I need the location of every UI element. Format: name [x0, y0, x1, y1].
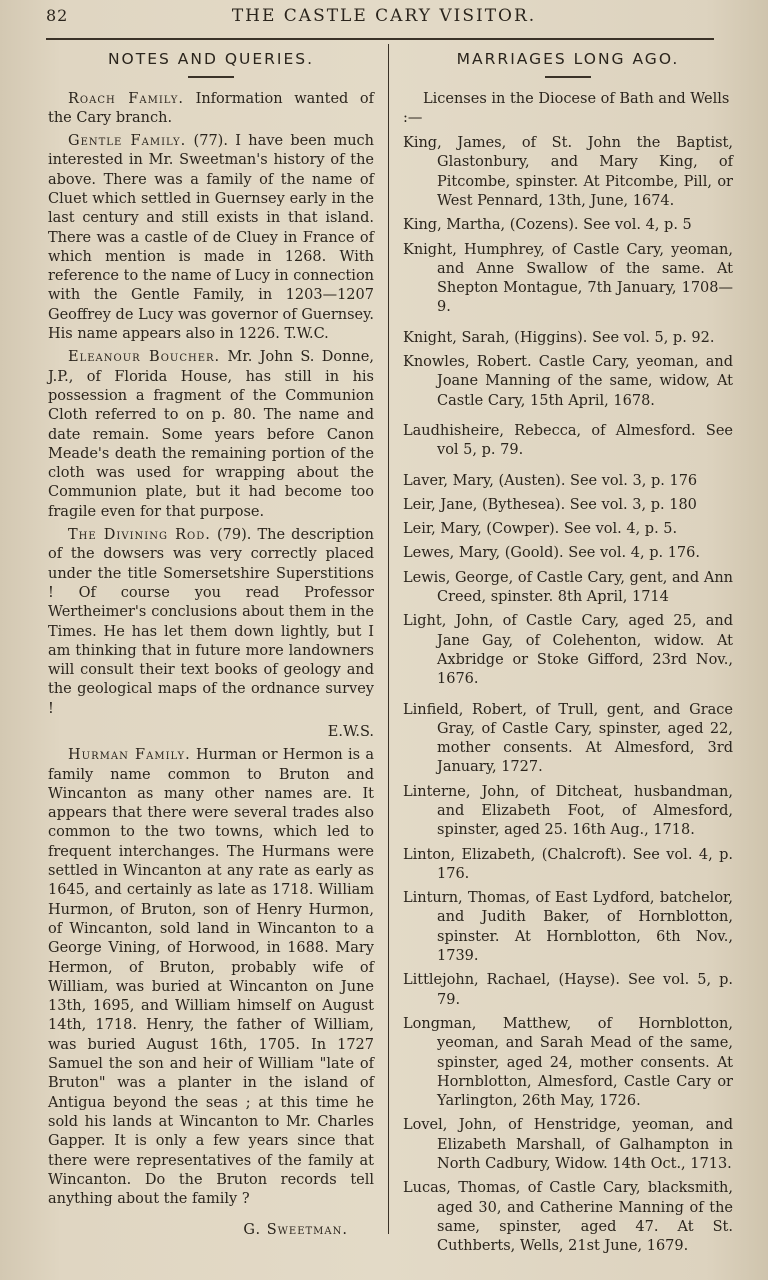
- note-body: (77). I have been much interested in Mr. Sweetman's history of the above. There was a family of the name of Cluet which settled in Guernsey early in the last century and still exists in that island. There was a castle of de Cluey in France of which mention is made in 1268. With reference to the name of Lucy in connection with the Gentle Family, in 1203—1207 Geoffrey de Lucy was governor of Guernsey. His name appears also in 1226. T.W.C.: [48, 133, 375, 343]
- marriage-entry: Longman, Matthew, of Hornblotton, yeoman, and Sarah Mead of the same, spinster, aged 24, mother consents. At Hornblotton, Almesford, Castle Cary or Yarlington, 26th May, 1726.: [403, 1015, 733, 1110]
- marriage-entry: Lewes, Mary, (Goold). See vol. 4, p. 176.: [403, 545, 700, 562]
- note-lead: The Divining Rod.: [68, 527, 211, 544]
- note-body: (79). The description of the dowsers was very correctly placed under the title Somersetshire Superstitions ! Of course you read Professor Wertheimer's conclusions about them in the Times. He has let them down lightly, but I am thinking that in future more landowners will consult their text books of geology and the geological maps of the ordnance survey !: [48, 527, 374, 717]
- marriage-entry: King, James, of St. John the Baptist, Glastonbury, and Mary King, of Pitcombe, spinster. At Pitcombe, Pill, or West Pennard, 13th, June, 1674.: [403, 135, 733, 209]
- notes-title: NOTES AND QUERIES.: [107, 50, 315, 68]
- note-body: Information wanted of the Cary branch.: [48, 90, 374, 126]
- note-body: Hurman or Hermon is a family name common to Bruton and Wincanton as many other names are. It appears that there were several trades also common to the two towns, which led to frequent interchanges. The Hurmans were settled in Wincanton at any rate as early as 1645, and certainly as late as 1718. William Hurmon, of Bruton, son of Henry Hurmon, of Wincanton, sold land in Wincanton to a George Vining, of Horwood, in 1688. Mary Hermon, of Bruton, probably wife of William, was buried at Wincanton on June 13th, 1695, and William himself on August 14th, 1718. Henry, the father of William, was buried August 16th, 1705. In 1727 Samuel the son and heir of William "late of Bruton" was a planter in the island of Antigua beyond the seas ; at this time he sold his lands at Wincanton to Mr. Charles Gapper. It is only a few years since that there were representatives of the family at Wincanton. Do the Bruton records tell anything about the family ?: [48, 747, 374, 1208]
- marriage-entry: Littlejohn, Rachael, (Hayse). See vol. 5, p. 79.: [403, 972, 733, 1008]
- marriage-entry: Linturn, Thomas, of East Lydford, batchelor, and Judith Baker, of Hornblotton, spinster. At Hornblotton, 6th Nov., 1739.: [403, 890, 733, 965]
- marriage-entry: Laver, Mary, (Austen). See vol. 3, p. 176: [403, 472, 698, 489]
- marriage-entry: Lucas, Thomas, of Castle Cary, blacksmith, aged 30, and Catherine Manning of the same, spinster, aged 47. At St. Cuthberts, Wells, 21st June, 1679.: [403, 1180, 733, 1255]
- marriage-entry: Lovel, John, of Henstridge, yeoman, and Elizabeth Marshall, of Galhampton in North Cadbury, Widow. 14th Oct., 1713.: [403, 1117, 733, 1173]
- running-title: THE CASTLE CARY VISITOR.: [231, 6, 537, 26]
- title-rule: [545, 76, 591, 78]
- final-signature: G. Sweetman.: [243, 1222, 348, 1239]
- marriage-entry: Knight, Sarah, (Higgins). See vol. 5, p. 92.: [403, 329, 715, 346]
- page-header: [0, 0, 768, 34]
- marriages-column: [403, 46, 733, 1262]
- marriages-title: MARRIAGES LONG AGO.: [456, 50, 680, 68]
- note-lead: Roach Family.: [68, 90, 184, 107]
- column-divider: [388, 44, 389, 1234]
- marriage-entry: Knowles, Robert. Castle Cary, yeoman, and Joane Manning of the same, widow, At Castle Cary, 15th April, 1678.: [403, 354, 733, 409]
- marriage-entry: Laudhisheire, Rebecca, of Almesford. See vol 5, p. 79.: [403, 422, 733, 459]
- page-number: 82: [46, 6, 69, 25]
- note-lead: Hurman Family.: [68, 747, 191, 764]
- marriage-entry: Leir, Jane, (Bythesea). See vol. 3, p. 180: [403, 496, 697, 513]
- marriage-entry: Leir, Mary, (Cowper). See vol. 4, p. 5.: [403, 521, 678, 538]
- marriage-entry: Lewis, George, of Castle Cary, gent, and Ann Creed, spinster. 8th April, 1714: [403, 569, 733, 606]
- note-signature: E.W.S.: [327, 724, 374, 740]
- marriage-entry: Knight, Humphrey, of Castle Cary, yeoman, and Anne Swallow of the same. At Shepton Montague, 7th January, 1708—9.: [403, 241, 733, 316]
- note-lead: Gentle Family.: [68, 133, 187, 150]
- note-divining-rod: [48, 526, 374, 719]
- marriage-entry: Linterne, John, of Ditcheat, husbandman, and Elizabeth Foot, of Almesford, spinster, aged 25. 16th Aug., 1718.: [403, 783, 733, 839]
- marriages-intro: Licenses in the Diocese of Bath and Wells :—: [403, 90, 730, 126]
- marriage-entry: Linfield, Robert, of Trull, gent, and Grace Gray, of Castle Cary, spinster, aged 22, mother consents. At Almesford, 3rd January, 1727.: [403, 701, 733, 776]
- note-body: Mr. John S. Donne, J.P., of Florida House, has still in his possession a fragment of the Communion Cloth referred to on p. 80. The name and date remain. Some years before Canon Meade's death the remaining portion of the cloth was used for wrapping about the Communion plate, but it had become too fragile even for that purpose.: [48, 349, 374, 520]
- note-hurman-family: [48, 746, 374, 1209]
- note-roach-family: [48, 90, 374, 129]
- marriage-entry: Light, John, of Castle Cary, aged 25, and Jane Gay, of Colehenton, widow. At Axbridge or Stoke Gifford, 23rd Nov., 1676.: [403, 613, 733, 688]
- note-eleanour-boucher: [48, 348, 374, 522]
- notes-and-queries-column: [48, 46, 374, 1241]
- marriage-entry: Linton, Elizabeth, (Chalcroft). See vol. 4, p. 176.: [403, 846, 733, 882]
- title-rule: [188, 76, 234, 78]
- note-gentle-family: [48, 132, 374, 344]
- header-rule: [46, 38, 714, 40]
- marriage-entry: King, Martha, (Cozens). See vol. 4, p. 5: [403, 217, 692, 234]
- note-lead: Eleanour Boucher.: [68, 349, 221, 366]
